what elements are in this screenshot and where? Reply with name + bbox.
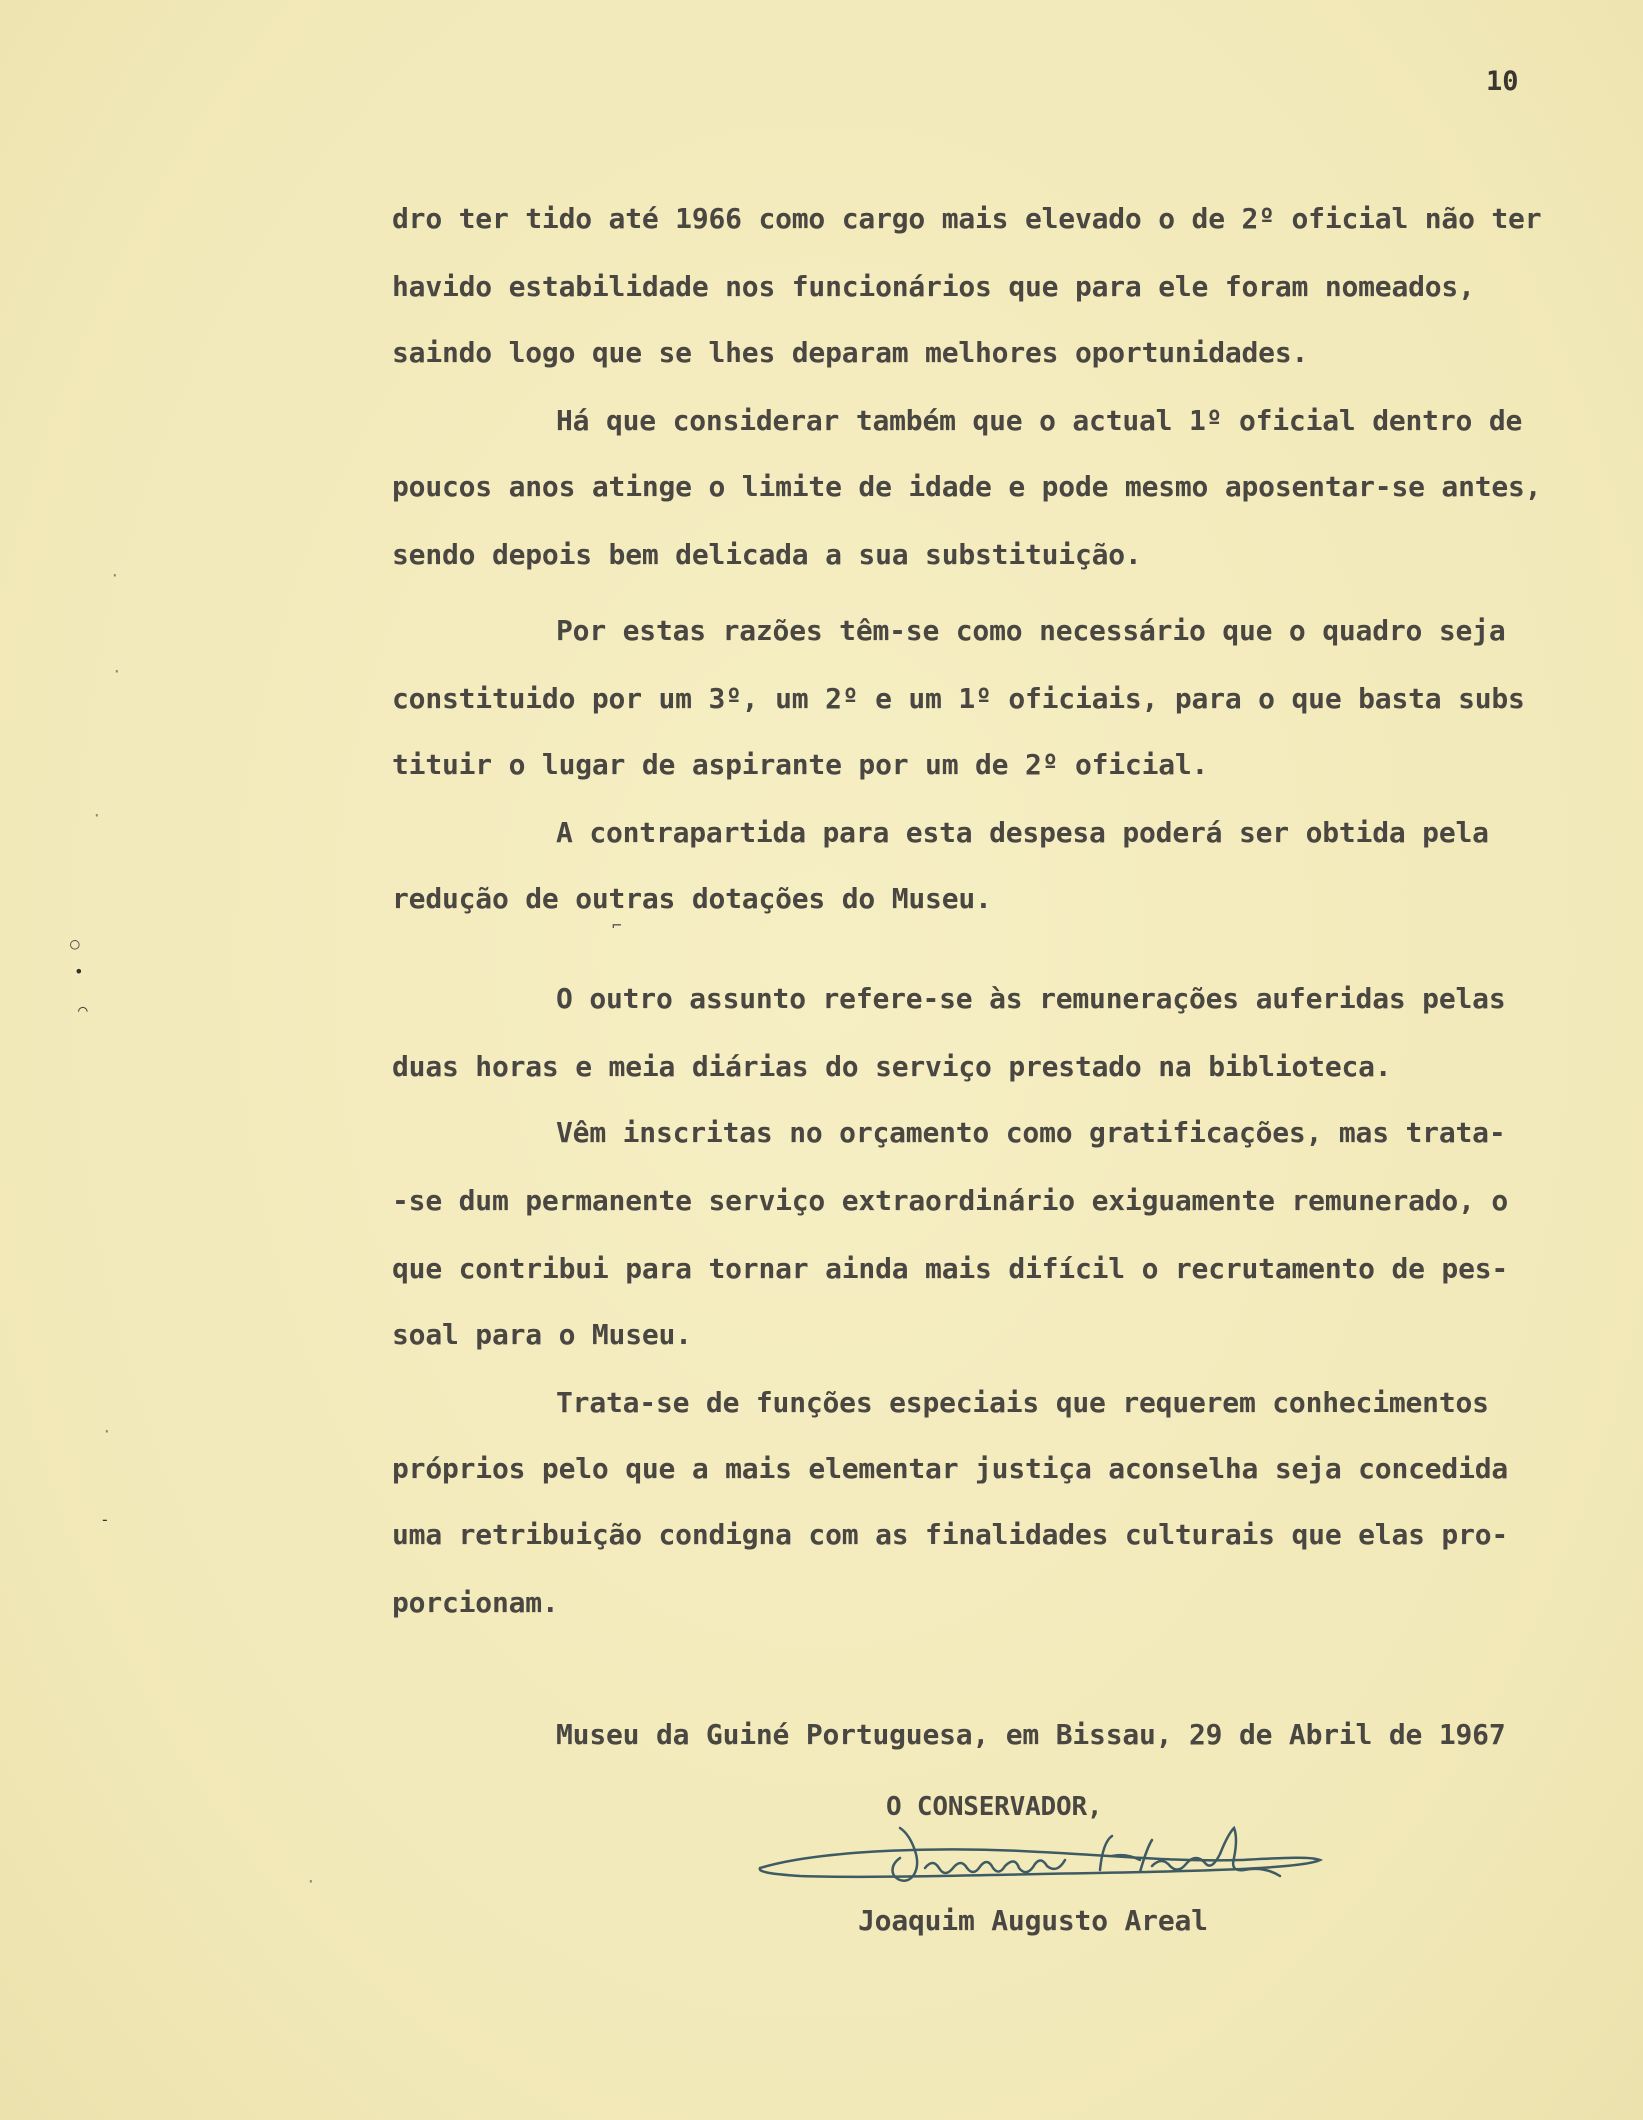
text-line: Por estas razões têm-se como necessário que o quadro seja xyxy=(556,614,1506,647)
text-line: constituido por um 3º, um 2º e um 1º oficiais, para o que basta subs xyxy=(392,682,1525,715)
text-line: porcionam. xyxy=(392,1586,559,1619)
place-date-line: Museu da Guiné Portuguesa, em Bissau, 29 de Abril de 1967 xyxy=(556,1718,1506,1751)
text-line: uma retribuição condigna com as finalidades culturais que elas pro- xyxy=(392,1518,1509,1551)
scan-speck: · xyxy=(92,806,102,825)
scan-speck: - xyxy=(100,1510,110,1529)
text-line: soal para o Museu. xyxy=(392,1318,692,1351)
text-line: tituir o lugar de aspirante por um de 2º oficial. xyxy=(392,748,1209,781)
scan-speck: ⌐ xyxy=(612,916,622,935)
text-line: duas horas e meia diárias do serviço prestado na biblioteca. xyxy=(392,1050,1392,1083)
text-line: redução de outras dotações do Museu. xyxy=(392,882,992,915)
signatory-name: Joaquim Augusto Areal xyxy=(858,1904,1208,1937)
text-line: O outro assunto refere-se às remunerações auferidas pelas xyxy=(556,982,1506,1015)
scan-speck: · xyxy=(306,1872,316,1891)
scan-speck: · xyxy=(110,566,120,585)
scan-speck: ○ xyxy=(70,934,80,953)
scan-speck: ⌒ xyxy=(78,1000,88,1019)
scan-speck: · xyxy=(102,1422,112,1441)
text-line: Vêm inscritas no orçamento como gratificações, mas trata- xyxy=(556,1116,1506,1149)
text-line: sendo depois bem delicada a sua substituição. xyxy=(392,538,1142,571)
text-line: dro ter tido até 1966 como cargo mais elevado o de 2º oficial não ter xyxy=(392,202,1542,235)
text-line: Trata-se de funções especiais que requerem conhecimentos xyxy=(556,1386,1489,1419)
text-line: havido estabilidade nos funcionários que para ele foram nomeados, xyxy=(392,270,1475,303)
text-line: poucos anos atinge o limite de idade e pode mesmo aposentar-se antes, xyxy=(392,470,1542,503)
text-line: Há que considerar também que o actual 1º oficial dentro de xyxy=(556,404,1523,437)
text-line: A contrapartida para esta despesa poderá ser obtida pela xyxy=(556,816,1489,849)
page-number: 10 xyxy=(1486,66,1519,97)
text-line: -se dum permanente serviço extraordinário exiguamente remunerado, o xyxy=(392,1184,1509,1217)
text-line: que contribui para tornar ainda mais difícil o recrutamento de pes- xyxy=(392,1252,1509,1285)
signatory-title: O CONSERVADOR, xyxy=(886,1792,1103,1822)
text-line: próprios pelo que a mais elementar justiça aconselha seja concedida xyxy=(392,1452,1509,1485)
scan-speck: · xyxy=(112,662,122,681)
scan-speck: • xyxy=(74,962,84,981)
text-line: saindo logo que se lhes deparam melhores oportunidades. xyxy=(392,336,1309,369)
